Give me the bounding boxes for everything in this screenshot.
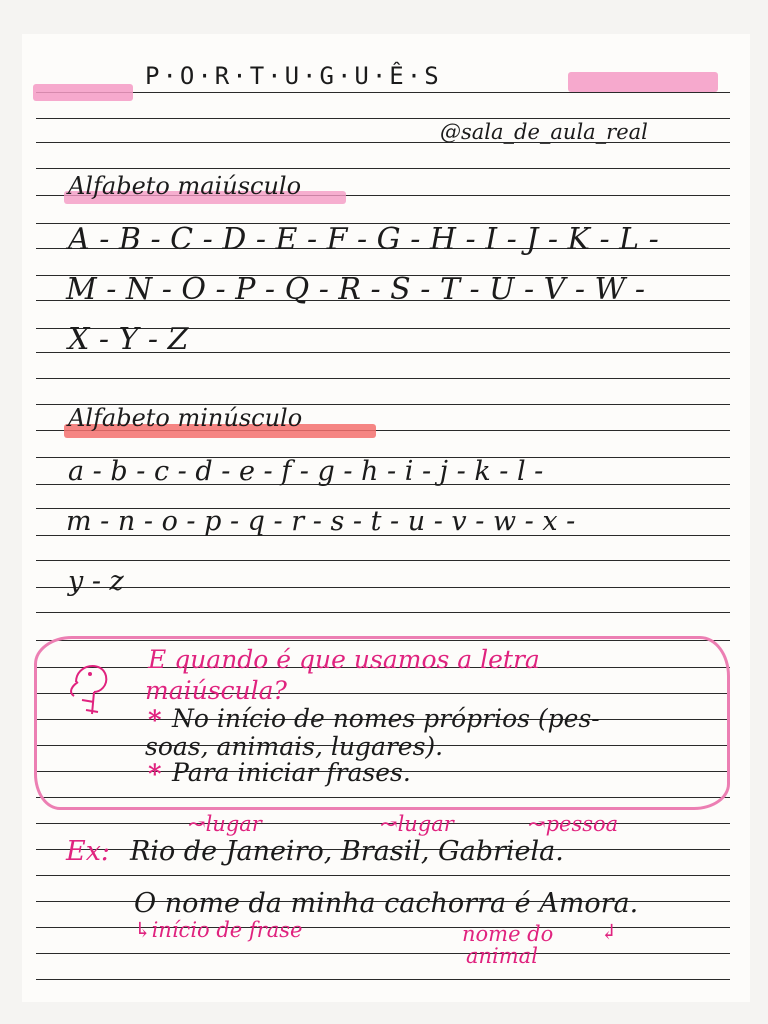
author-handle: @sala_de_aula_real: [440, 120, 648, 144]
example-sentence-1: Rio de Janeiro, Brasil, Gabriela.: [130, 836, 564, 867]
question-line-1: E quando é que usamos a letra: [148, 645, 540, 674]
note-arrow: ↲: [600, 920, 618, 944]
ruled-line: [36, 875, 730, 876]
example-sentence-2: O nome da minha cachorra é Amora.: [134, 888, 639, 919]
note-lugar-2: ↝lugar: [380, 812, 454, 836]
note-pessoa: ↝pessoa: [528, 812, 619, 836]
ruled-line: [36, 118, 730, 119]
bullet-1-line-2: soas, animais, lugares).: [145, 732, 444, 761]
upper-row-1: A - B - C - D - E - F - G - H - I - J - K - L -: [68, 222, 659, 257]
thinking-girl-icon: [58, 652, 128, 722]
note-animal-2: animal: [466, 944, 538, 968]
ruled-line: [36, 560, 730, 561]
bullet-2-line: Para iniciar frases.: [172, 758, 411, 787]
heading-upper: Alfabeto maiúsculo: [68, 172, 302, 200]
ruled-line: [36, 953, 730, 954]
title-highlight: [33, 84, 133, 101]
lower-row-3: y - z: [68, 566, 124, 597]
title-highlight-right: [568, 72, 718, 92]
ruled-line: [36, 587, 730, 588]
ruled-line: [36, 612, 730, 613]
bullet-star-1: *: [148, 706, 162, 736]
ruled-line: [36, 92, 730, 93]
example-label: Ex:: [66, 836, 111, 867]
note-lugar-1: ↝lugar: [188, 812, 262, 836]
bullet-star-2: *: [148, 760, 162, 790]
ruled-line: [36, 378, 730, 379]
note-animal-1: nome do: [462, 922, 554, 946]
bullet-1-line-1: No início de nomes próprios (pes-: [172, 704, 600, 733]
upper-row-3: X - Y - Z: [68, 322, 189, 357]
page-title: P·O·R·T·U·G·U·Ê·S: [145, 62, 442, 90]
upper-row-2: M - N - O - P - Q - R - S - T - U - V - W -: [66, 272, 646, 307]
lower-row-2: m - n - o - p - q - r - s - t - u - v - w - x -: [66, 506, 576, 537]
ruled-line: [36, 168, 730, 169]
heading-lower: Alfabeto minúsculo: [68, 404, 303, 432]
lower-row-1: a - b - c - d - e - f - g - h - i - j - k - l -: [68, 456, 544, 487]
note-frase: ↳início de frase: [134, 918, 303, 942]
question-line-2: maiúscula?: [145, 676, 287, 705]
ruled-line: [36, 979, 730, 980]
